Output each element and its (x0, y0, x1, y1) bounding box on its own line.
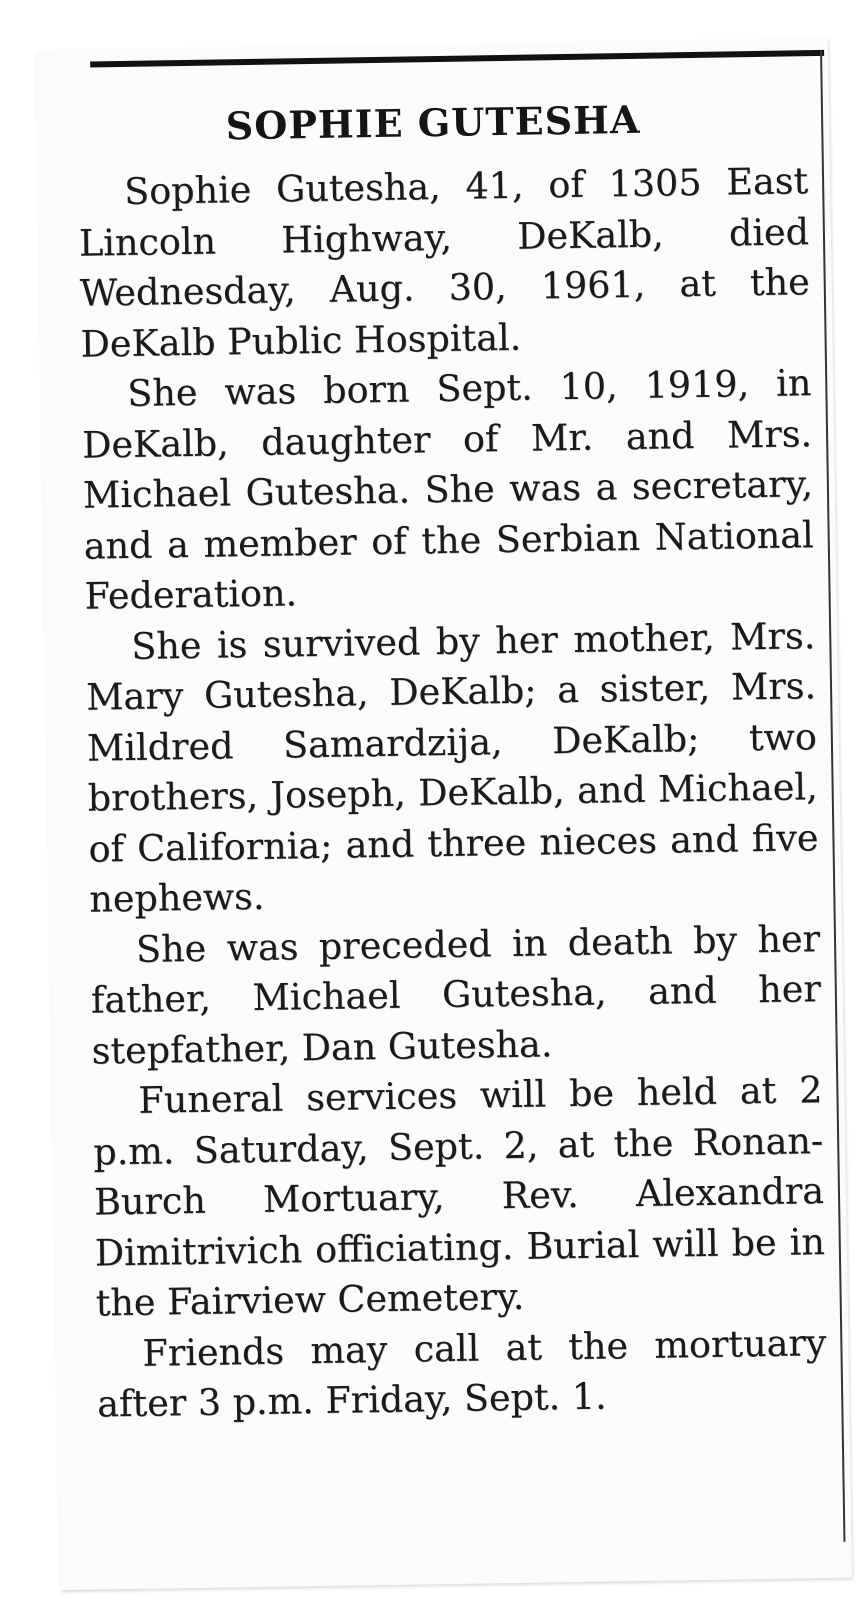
obituary-body (78, 156, 828, 1430)
paragraph-visitation: Friends may call at the mortuary after 3 p.m. Friday, Sept. 1. (96, 1320, 827, 1426)
paragraph-survivors: She is survived by her mother, Mrs. Mary Gutesha, DeKalb; a sister, Mrs. Mildred Samardzija, DeKalb; two brothers, Joseph, DeKalb, and Michael, of California; and three nieces and five nephews. (85, 613, 819, 921)
paragraph-biography: She was born Sept. 10, 1919, in DeKalb, daughter of Mr. and Mrs. Michael Gutesha. She was a secretary, and a member of the Serbian National Federation. (81, 361, 814, 618)
paragraph-death-notice: Sophie Gutesha, 41, of 1305 East Lincoln Highway, DeKalb, died Wednesday, Aug. 30, 1961, at the DeKalb Public Hospital. (78, 159, 811, 366)
newspaper-clipping (36, 38, 852, 1590)
obituary-headline: SOPHIE GUTESHA (225, 96, 641, 149)
paragraph-funeral: Funeral services will be held at 2 p.m. Saturday, Sept. 2, at the Ronan-Burch Mortuary, Rev. Alexandra Dimitrivich officiating. Burial will be in the Fairview Cemetery. (92, 1068, 826, 1325)
top-rule (90, 50, 824, 68)
paragraph-preceded: She was preceded in death by her father, Michael Gutesha, and her stepfather, Dan Gutesha. (90, 916, 822, 1073)
